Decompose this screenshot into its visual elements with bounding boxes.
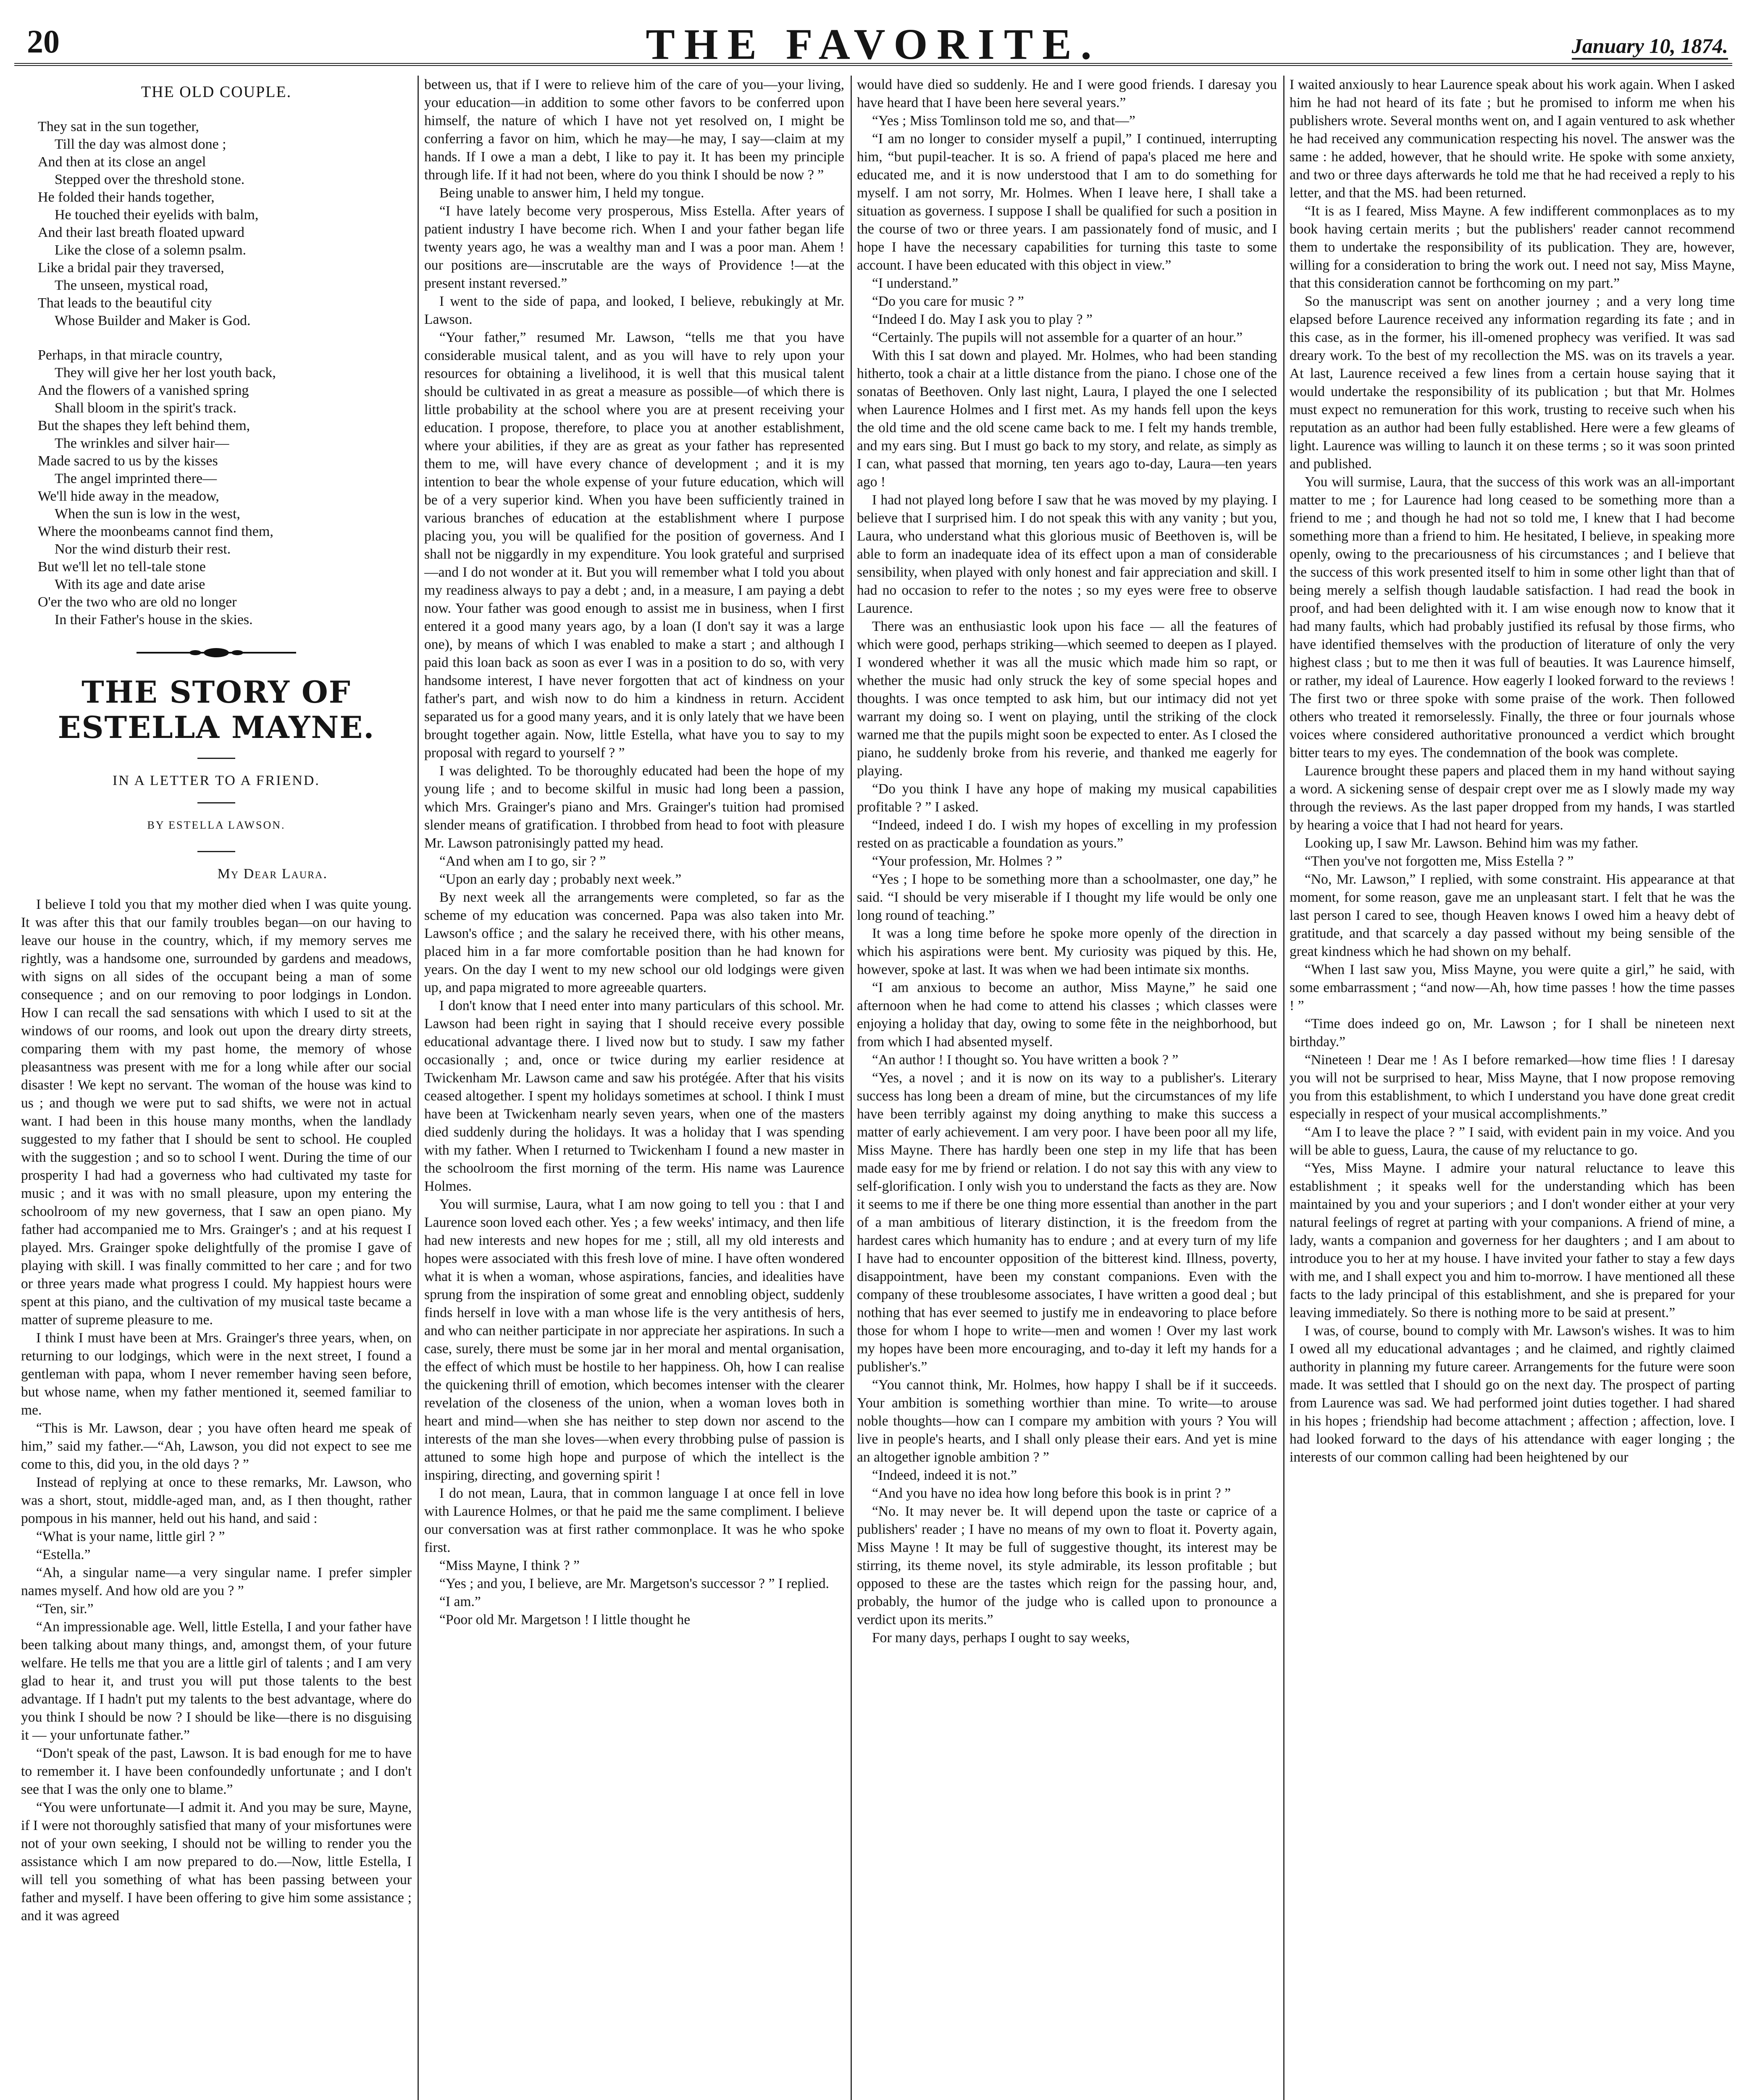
paragraph: “Ah, a singular name—a very singular name. I prefer simpler names myself. And how old are you ? ”: [21, 1565, 412, 1599]
column-2: [424, 76, 844, 2100]
poem-line: Like a bridal pair they traversed,: [38, 260, 224, 276]
paragraph: I believe I told you that my mother died when I was quite young. It was after this that our family troubles began—on our having to leave our house in the country, which, if my memory serves me rightly, was a handsome one, surrounded by gardens and meadows, with signs on all sides of the occupant being a man of some consequence ; and on our removing to poor lodgings in London. How I can recall the sad sensations with which I used to sit at the windows of our rooms, and look out upon the dreary dirty streets, comparing them with my past home, the memory of whose pleasantness was present with me for a long while after our social disaster ! We kept no servant. The woman of the house was kind to us ; and though we were put to sad shifts, we were not in actual want. I had been in this house many months, when the landlady suggested to my father that I should be sent to school. He coupled with the suggestion ; and so to school I went. During the time of our prosperity I had had a governess who had cultivated my taste for music ; and it was with no small pleasure, upon my entering the schoolroom of my new governess, that I saw an open piano. My father had accompanied me to Mrs. Grainger's ; and at his request I played. Mrs. Grainger spoke delightfully of the promise I gave of playing with skill. I was finally committed to her care ; and for two or three years made what progress I could. My happiest hours were spent at this piano, and the cultivation of my musical taste became a matter of supreme pleasure to me.: [21, 897, 412, 1328]
issue-date: January 10, 1874.: [1572, 34, 1728, 60]
paragraph: “Yes ; Miss Tomlinson told me so, and that—”: [872, 113, 1135, 129]
paragraph: “This is Mr. Lawson, dear ; you have often heard me speak of him,” said my father.—“Ah, Lawson, you did not expect to see me come to this, did you, in the old days ? ”: [21, 1420, 412, 1472]
poem-line: The unseen, mystical road,: [55, 278, 208, 293]
column-rule: [1283, 76, 1284, 2100]
poem-line: With its age and date arise: [55, 577, 205, 592]
poem-title: THE OLD COUPLE.: [141, 83, 292, 101]
poem-line: Stepped over the threshold stone.: [55, 172, 245, 187]
paragraph: “Do you care for music ? ”: [872, 294, 1024, 309]
poem-line: And their last breath floated upward: [38, 225, 244, 240]
masthead-title: THE FAVORITE.: [646, 20, 1101, 68]
poem-line: Perhaps, in that miracle country,: [38, 347, 223, 363]
paragraph: It was a long time before he spoke more openly of the direction in which his aspirations were bent. My curiosity was piqued by this. He, however, spoke at last. It was when we had been intimate six months.: [857, 926, 1277, 977]
paragraph: I think I must have been at Mrs. Grainger's three years, when, on returning to our lodgings, which were in the next street, I found a gentleman with papa, whom I never remember having seen before, but whose name, when my father mentioned it, seemed familiar to me.: [21, 1330, 412, 1418]
paragraph: “Am I to leave the place ? ” I said, with evident pain in my voice. And you will be able to guess, Laura, the cause of my reluctance to go.: [1290, 1124, 1735, 1158]
poem-line: And the flowers of a vanished spring: [38, 383, 249, 398]
paragraph: With this I sat down and played. Mr. Holmes, who had been standing hitherto, took a chair at a little distance from the piano. I chose one of the sonatas of Beethoven. Only last night, Laura, I played the one I selected when Laurence Holmes and I first met. As my hands fell upon the keys the old time and the old scene came back to me. I felt my hands tremble, and my ears sing. But I must go back to my story, and relate, as simply as I can, what passed that morning, ten years ago to-day, Laura—ten years ago !: [857, 348, 1277, 490]
paragraph: “What is your name, little girl ? ”: [36, 1529, 225, 1544]
poem-line: Shall bloom in the spirit's track.: [55, 400, 236, 416]
paragraph: “Poor old Mr. Margetson ! I little thought he: [439, 1612, 691, 1628]
paragraph: I don't know that I need enter into many particulars of this school. Mr. Lawson had been right in saying that I should receive every possible educational advantage there. I lived now but to study. I saw my father occasionally ; and, once or twice during my earlier residence at Twickenham Mr. Lawson came and saw his protégée. After that his visits ceased altogether. I spent my holidays sometimes at school. I think I must have been at Twickenham nearly seven years, when one of the masters died suddenly during the holidays. It was a holiday that I was spending with my father. When I returned to Twickenham I found a new master in the schoolroom the first morning of the term. His name was Laurence Holmes.: [424, 998, 844, 1194]
column-1: [21, 76, 412, 2100]
paragraph: “No. It may never be. It will depend upon the taste or caprice of a publishers' reader ; I have no means of my own to float it. Poverty again, Miss Mayne ! It may be full of suggestive thought, its interest may be stirring, its theme novel, its style admirable, its lesson profitable ; but opposed to these are the tastes which reign for the passing hour, and, probably, the humor of the judge who is called upon to pronounce a verdict upon its merits.”: [857, 1504, 1277, 1628]
paragraph: I went to the side of papa, and looked, I believe, rebukingly at Mr. Lawson.: [424, 294, 844, 327]
paragraph: I was, of course, bound to comply with Mr. Lawson's wishes. It was to him I owed all my educational advantages ; and he claimed, and rightly claimed authority in planning my future career. Arrangements for the future were soon made. It was settled that I should go on the next day. The prospect of parting from Laurence was sad. We had performed joint duties together. I had shared in his hopes ; friendship had become attachment ; affection ; affection, love. I had looked forward to the days of his attendance with eager longing ; the interests of our common calling had been heightened by our: [1290, 1323, 1735, 1465]
paragraph: “Your profession, Mr. Holmes ? ”: [872, 853, 1062, 869]
paragraph: “You were unfortunate—I admit it. And you may be sure, Mayne, if I were not thoroughly satisfied that many of your misfortunes were not of your own seeking, I should not be willing to render you the assistance which I am now prepared to do.—Now, little Estella, I will tell you something of what has been passing between your father and myself. I have been offering to give him some assistance ; and it was agreed: [21, 1800, 412, 1924]
paragraph: I was delighted. To be thoroughly educated had been the hope of my young life ; and to become skilful in music had long been a passion, which Mrs. Grainger's piano and Mrs. Grainger's tuition had promised slender means of gratification. I throbbed from head to foot with pleasure Mr. Lawson patronisingly patted my head.: [424, 763, 844, 851]
paragraph: “No, Mr. Lawson,” I replied, with some constraint. His appearance at that moment, for some reason, gave me an unpleasant start. I felt that he was the last person I cared to see, though Heaven knows I owed him a heavy debt of gratitude, and that scarcely a day passed without my being sensible of the great kindness which he had shown on my behalf.: [1290, 872, 1735, 959]
paragraph: “An author ! I thought so. You have written a book ? ”: [872, 1052, 1179, 1068]
poem-line: He touched their eyelids with balm,: [55, 207, 259, 223]
paragraph: “Ten, sir.”: [36, 1601, 94, 1617]
paragraph: between us, that if I were to relieve him of the care of you—your living, your education—in addition to some other favors to be conferred upon himself, the nature of which I have not yet resolved on, I might be conferring a favor on him, which he may—he may, I say—claim at my hands. If I owe a man a debt, I like to pay it. It has been my principle through life. If it had not been, where do you think I should be now ? ”: [424, 77, 844, 183]
paragraph: “I am.”: [439, 1594, 481, 1609]
paragraph: I had not played long before I saw that he was moved by my playing. I believe that I surprised him. I do not speak this with any vanity ; but you, Laura, who understand what this glorious music of Beethoven is, will be able to form an inadequate idea of its effect upon a man of considerable sensibility, when played with only honest and fair appreciation and skill. I had no occasion to refer to the notes ; so my eyes were free to observe Laurence.: [857, 492, 1277, 616]
poem-line: Where the moonbeams cannot find them,: [38, 524, 273, 539]
paragraph: “And when am I to go, sir ? ”: [439, 853, 606, 869]
poem-line: But we'll let no tell-tale stone: [38, 559, 206, 575]
poem-line: That leads to the beautiful city: [38, 295, 212, 311]
story-title: THE STORY OF ESTELLA MAYNE.: [58, 674, 375, 745]
column-rule: [851, 76, 852, 2100]
title-rule: [197, 758, 235, 759]
paragraph: “And you have no idea how long before this book is in print ? ”: [872, 1486, 1231, 1501]
column-4: [1290, 76, 1735, 2100]
paragraph: By next week all the arrangements were completed, so far as the scheme of my education was concerned. Papa was also taken into Mr. Lawson's office ; and the salary he received there, with his other means, placed him in a far more comfortable position than he had known for years. On the day I went to my new school our old lodgings were given up, and papa migrated to more agreeable quarters.: [424, 890, 844, 995]
poem-line: Like the close of a solemn psalm.: [55, 242, 247, 258]
subtitle-rule: [197, 802, 235, 803]
poem-stanza: [38, 346, 412, 629]
paragraph: “Don't speak of the past, Lawson. It is bad enough for me to have to remember it. I have been confoundedly unfortunate ; and I don't see that I was the only one to blame.”: [21, 1746, 412, 1797]
poem-line: O'er the two who are old no longer: [38, 594, 237, 610]
story-byline: BY ESTELLA LAWSON.: [147, 819, 286, 831]
paragraph: “Do you think I have any hope of making my musical capabilities profitable ? ” I asked.: [857, 781, 1277, 815]
poem-line: We'll hide away in the meadow,: [38, 488, 219, 504]
poem-line: He folded their hands together,: [38, 189, 215, 205]
paragraph: “I am anxious to become an author, Miss Mayne,” he said one afternoon when he had come to attend his classes ; which classes were enjoying a holiday that day, owing to some fête in the neighborhood, but from which I had absented myself.: [857, 980, 1277, 1050]
paragraph: Looking up, I saw Mr. Lawson. Behind him was my father.: [1305, 835, 1639, 851]
poem-line: The angel imprinted there—: [55, 471, 217, 486]
poem-line: Till the day was almost done ;: [55, 136, 226, 152]
paragraph: There was an enthusiastic look upon his face — all the features of which were good, perhaps striking—which seemed to deepen as I played. I wondered whether it was all the music which made him so rapt, or whether the music had only struck the key of some special hopes and thoughts. I was once tempted to ask him, but our intimacy did not yet warrant my doing so. I went on playing, until the striking of the clock warned me that the pupils might soon be expected to enter. As I closed the piano, he suddenly broke from his reverie, and thanked me eagerly for playing.: [857, 619, 1277, 779]
poem-line: When the sun is low in the west,: [55, 506, 240, 522]
paragraph: “Yes ; and you, I believe, are Mr. Margetson's successor ? ” I replied.: [439, 1576, 829, 1591]
paragraph: I waited anxiously to hear Laurence speak about his work again. When I asked him he had not heard of its fate ; but he promised to inform me when his publishers wrote. Several months went on, and I again ventured to ask whether he had received any communication respecting his novel. The answer was the same : he added, however, that he should write. He spoke with some anxiety, and two or three days afterwards he told me that he had received a reply to his letter, and that the MS. had been returned.: [1290, 77, 1735, 201]
poem-line: Whose Builder and Maker is God.: [55, 313, 251, 328]
paragraph: “Yes, Miss Mayne. I admire your natural reluctance to leave this establishment ; it speaks well for the understanding which has been maintained by you and your superiors ; and I don't wonder either at your very natural feelings of regret at parting with your companions. A friend of mine, a lady, wants a companion and governess for her daughters ; and I am about to introduce you to her at my house. I have invited your father to stay a few days with me, and I shall expect you and him to-morrow. I have mentioned all these facts to the lady principal of this establishment, and she is prepared for your leaving immediately. So there is nothing more to be said at present.”: [1290, 1160, 1735, 1320]
paragraph: “I understand.”: [872, 276, 959, 291]
poem-stanza: [38, 118, 412, 330]
paragraph: “Indeed I do. May I ask you to play ? ”: [872, 312, 1093, 327]
page-number: 20: [27, 23, 60, 60]
paragraph: So the manuscript was sent on another journey ; and a very long time elapsed before Laurence received any information regarding its fate ; and in this case, as in the former, his ill-omened prophecy was verified. It was sad dreary work. To the best of my recollection the MS. was on its travels a year. At last, Laurence received a few lines from a certain house saying that it would undertake the responsibility of its publication ; but that Mr. Holmes must expect no remuneration for this work, trusting to receive such when his reputation as an author had been fully established. Here were a few gleams of light. Laurence was willing to launch it on these terms ; so it was soon printed and published.: [1290, 294, 1735, 472]
paragraph: “Upon an early day ; probably next week.”: [439, 872, 682, 887]
paragraph: I do not mean, Laura, that in common language I at once fell in love with Laurence Holmes, or that he paid me the same compliment. I believe our conversation was at first rather commonplace. It was he who spoke first.: [424, 1486, 844, 1555]
paragraph: Instead of replying at once to these remarks, Mr. Lawson, who was a short, stout, middle-aged man, and, as I then thought, rather pompous in his manner, held out his hand, and said :: [21, 1475, 412, 1526]
paragraph: “When I last saw you, Miss Mayne, you were quite a girl,” he said, with some embarrassment ; “and now—Ah, how time passes ! how the time passes ! ”: [1290, 962, 1735, 1013]
paragraph: “Certainly. The pupils will not assemble for a quarter of an hour.”: [872, 330, 1243, 345]
paragraph: “Time does indeed go on, Mr. Lawson ; for I shall be nineteen next birthday.”: [1290, 1016, 1735, 1050]
paragraph: “I am no longer to consider myself a pupil,” I continued, interrupting him, “but pupil-teacher. It is so. A friend of papa's placed me here and educated me, and it is now understood that I am to do something for myself. I am not sorry, Mr. Holmes. When I leave here, I shall take a situation as governess. I suppose I shall be qualified for such a position in the course of two or three years. I am passionately fond of music, and I hope I have the necessary capabilities for turning this taste to some account. I have been educated with this object in view.”: [857, 131, 1277, 273]
paragraph: “Miss Mayne, I think ? ”: [439, 1558, 580, 1573]
paragraph: You will surmise, Laura, that the success of this work was an all-important matter to me ; for Laurence had long ceased to be something more than a friend to me ; and though he had not so told me, I knew that I had become something more than a friend to him. He hesitated, I believe, in speaking more openly, owing to the precariousness of his circumstances ; and I believe that the success of this work presented itself to him in some other light than that of being merely a selfish though laudable satisfaction. I had read the book in proof, and had been delighted with it. I am wise enough now to know that it had many faults, which had probably justified its refusal by those firms, who have identified themselves with the production of literature of only the very highest class ; but to me then it was full of beauties. It was Laurence himself, or rather, my ideal of Laurence. How eagerly I looked forward to the reviews ! The first two or three spoke with some praise of the work. Then followed others who treated it remorselessly. Finally, the three or four journals whose voices where considered authoritative pronounced a verdict which brought bitter tears to my eyes. The condemnation of the book was complete.: [1290, 474, 1735, 761]
letter-salutation: My Dear Laura.: [217, 866, 328, 882]
byline-rule: [197, 851, 235, 852]
column-1-body: [21, 895, 412, 1925]
paragraph: “Estella.”: [36, 1547, 91, 1562]
column-3: [857, 76, 1277, 2100]
paragraph: “I have lately become very prosperous, Miss Estella. After years of patient industry I have become rich. When I and your father began life twenty years ago, he was a wealthy man and I was a poor man. Ahem ! our positions are—inscrutable are the ways of Providence !—at the present instant reversed.”: [424, 203, 844, 291]
story-subtitle: IN A LETTER TO A FRIEND.: [113, 773, 320, 788]
paragraph: Laurence brought these papers and placed them in my hand without saying a word. A sickening sense of despair crept over me as I slowly made my way through the reviews. As the last paper dropped from my hands, I was startled by hearing a voice that I had not heard for years.: [1290, 763, 1735, 833]
paragraph: “An impressionable age. Well, little Estella, I and your father have been talking about many things, and, amongst them, of your future welfare. He tells me that you are a little girl of talents ; and I am very glad to hear it, and trust you will put those talents to the best advantage. If I hadn't put my talents to the best advantage, where do you think I should be now ? I should be like—there is no disguising it — your unfortunate father.”: [21, 1619, 412, 1743]
paragraph: “It is as I feared, Miss Mayne. A few indifferent commonplaces as to my book having certain merits ; but the publishers' reader cannot recommend them to undertake the responsibility of its publication. They are, however, willing for a consideration to bring the work out. I need not say, Miss Mayne, that this consideration cannot be forthcoming on my part.”: [1290, 203, 1735, 291]
paragraph: For many days, perhaps I ought to say weeks,: [872, 1630, 1130, 1646]
paragraph: “Your father,” resumed Mr. Lawson, “tells me that you have considerable musical talent, and as you will have to rely upon your resources for obtaining a livelihood, it is well that this musical talent should be cultivated in as great a measure as possible—of which there is little probability at the school where you are at present receiving your education. I propose, therefore, to place you at another establishment, where your abilities, if they are as great as your father has represented them to me, will have every chance of development ; and it is my intention to bear the whole expense of your future education, which will be of a very superior kind. When you have been sufficiently trained in various branches of education at the establishment where I purpose placing you, you will be qualified for the position of governess. And I shall not be niggardly in my expenditure. You look grateful and surprised—and I do not wonder at it. But you will remember what I told you about my readiness always to pay a debt ; and, in a measure, I am paying a debt now. Your father was good enough to assist me in business, when I first entered it a good many years ago, by a loan (I don't say it was a large one), by means of which I was enabled to make a start ; and although I paid this loan back as soon as ever I was in a position to do so, with very handsome interest, I have never forgotten that act of kindness on your father's part, and wish now to do him a kindness in return. Accident separated us for a good many years, and it is only lately that we have been brought together again. Now, little Estella, what have you to say to my proposal with regard to yourself ? ”: [424, 330, 844, 761]
poem-line: They sat in the sun together,: [38, 119, 199, 134]
poem-line: The wrinkles and silver hair—: [55, 436, 229, 451]
paragraph: “Nineteen ! Dear me ! As I before remarked—how time flies ! I daresay you will not be surprised to hear, Miss Mayne, that I now propose removing you from this establishment, to which I understand you have done great credit especially in respect of your musical accomplishments.”: [1290, 1052, 1735, 1122]
poem-line: But the shapes they left behind them,: [38, 418, 250, 433]
poem-line: Nor the wind disturb their rest.: [55, 541, 231, 557]
poem-line: Made sacred to us by the kisses: [38, 453, 218, 469]
page-header: [14, 17, 1732, 66]
column-rule: [418, 76, 419, 2100]
paragraph: You will surmise, Laura, what I am now going to tell you : that I and Laurence soon loved each other. Yes ; a few weeks' intimacy, and then life had new interests and new hopes for me ; still, all my old interests and hopes were associated with this fresh love of mine. I have often wondered what it is when a woman, whose aspirations, fancies, and idealities have sprung from the inspiration of some great and ennobling object, suddenly finds herself in love with a man whose life is the very antithesis of hers, and who can neither participate in nor appreciate her aspirations. In such a case, surely, there must be some jar in her moral and mental organisation, the effect of which must be hostile to her happiness. Oh, how I can realise the quickening thrill of emotion, which becomes intenser with the clearer revelation of the closeness of the union, when a woman loves both in heart and mind—when she has neither to step down nor ascend to the interests of the man she loves—when every throbbing pulse of passion is attuned to some high hope and purpose of which the intellect is the inspiring, directing, and governing spirit !: [424, 1197, 844, 1483]
poem-line: In their Father's house in the skies.: [55, 612, 253, 627]
paragraph: would have died so suddenly. He and I were good friends. I daresay you have heard that I have been here several years.”: [857, 77, 1277, 110]
paragraph: “Indeed, indeed it is not.”: [872, 1467, 1017, 1483]
poem-line: And then at its close an angel: [38, 154, 206, 170]
paragraph: “Then you've not forgotten me, Miss Estella ? ”: [1305, 853, 1574, 869]
paragraph: “Indeed, indeed I do. I wish my hopes of excelling in my profession rested on as practicable a foundation as yours.”: [857, 817, 1277, 851]
ornament-divider: [21, 646, 412, 664]
poem-line: They will give her her lost youth back,: [55, 365, 276, 381]
paragraph: “Yes, a novel ; and it is now on its way to a publisher's. Literary success has long been a dream of mine, but the circumstances of my life have been terribly against my doing anything to make this success a matter of early achievement. I am very poor. I have been poor all my life, Miss Mayne. There has hardly been one step in my life that has been made easy for me by friend or relation. I do not say this with any view to self-glorification. I only wish you to understand the facts as they are. Now it seems to me if there be one thing more essential than another in the part of a man ambitious of literary distinction, it is the freedom from the hardest cares which humanity has to endure ; and at every turn of my life I have had to encounter opposition of the bitterest kind. Illness, poverty, disappointment, have been my constant companions. Even with the company of these troublesome associates, I have written a good deal ; but nothing that has ever seemed to justify me in endeavoring to place before those for whom I hope to write—men and women ! Over my last work my hopes have been more encouraging, and to-day it left my hands for a publisher's.”: [857, 1070, 1277, 1375]
paragraph: “You cannot think, Mr. Holmes, how happy I shall be if it succeeds. Your ambition is something worthier than mine. To write—to arouse noble thoughts—how can I compare my ambition with yours ? You will live in people's hearts, and I shall only please their ears. And yet is mine an altogether ignoble ambition ? ”: [857, 1377, 1277, 1465]
paragraph: Being unable to answer him, I held my tongue.: [439, 185, 704, 201]
paragraph: “Yes ; I hope to be something more than a schoolmaster, one day,” he said. “I should be very miserable if I thought my life would be only one long round of teaching.”: [857, 872, 1277, 923]
